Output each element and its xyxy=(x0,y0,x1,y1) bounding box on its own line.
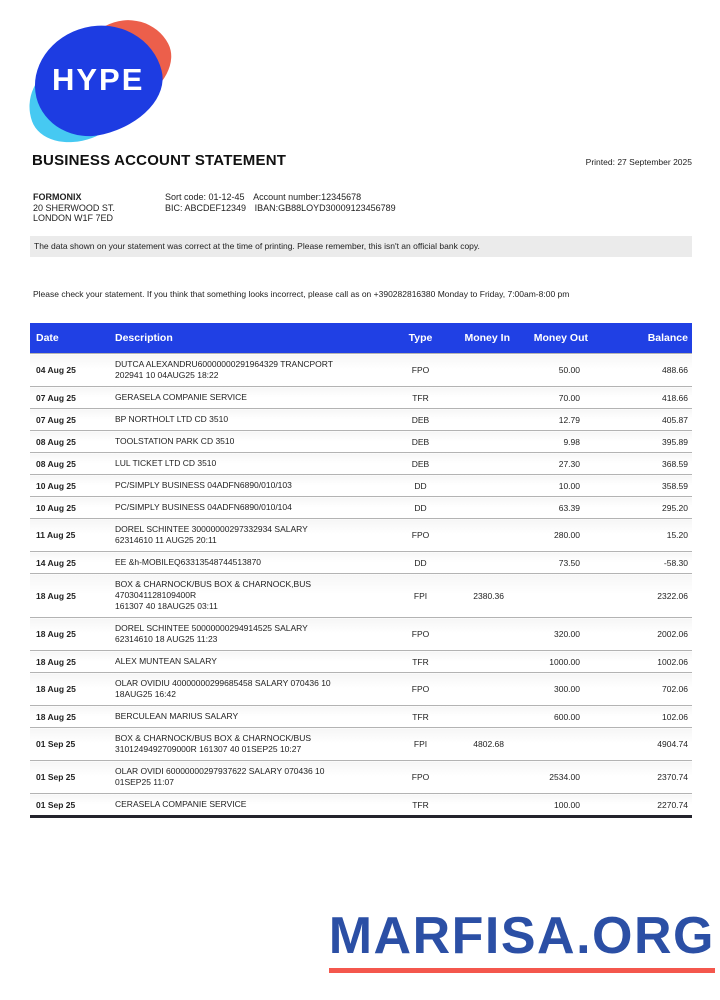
cell-money-in xyxy=(448,673,518,706)
cell-money-in xyxy=(448,354,518,387)
account-numbers-block xyxy=(165,192,396,224)
column-header-type: Type xyxy=(393,323,448,354)
cell-money-in xyxy=(448,794,518,817)
cell-money-out: 1000.00 xyxy=(518,651,596,673)
account-address-line2: LONDON W1F 7ED xyxy=(33,213,114,223)
cell-balance: 395.89 xyxy=(596,431,692,453)
cell-money-out: 100.00 xyxy=(518,794,596,817)
cell-description: LUL TICKET LTD CD 3510 xyxy=(115,453,393,475)
cell-balance: 488.66 xyxy=(596,354,692,387)
cell-type: FPO xyxy=(393,519,448,552)
cell-date: 04 Aug 25 xyxy=(30,354,115,387)
table-header xyxy=(30,323,692,354)
cell-type: TFR xyxy=(393,651,448,673)
cell-money-in xyxy=(448,431,518,453)
cell-type: DEB xyxy=(393,453,448,475)
bic-code: BIC: ABCDEF12349 xyxy=(165,202,247,213)
page-title: BUSINESS ACCOUNT STATEMENT xyxy=(32,152,287,169)
cell-money-in xyxy=(448,651,518,673)
cell-type: DEB xyxy=(393,431,448,453)
cell-date: 07 Aug 25 xyxy=(30,387,115,409)
cell-money-in xyxy=(448,409,518,431)
cell-money-in xyxy=(448,475,518,497)
account-number: Account number:12345678 xyxy=(253,192,362,202)
cell-description: OLAR OVIDI 60000000297937622 SALARY 070436 10 01SEP25 11:07 xyxy=(115,761,393,794)
table-row xyxy=(30,673,692,706)
cell-money-out: 73.50 xyxy=(518,552,596,574)
cell-description: DUTCA ALEXANDRU60000000291964329 TRANCPORT 202941 10 04AUG25 18:22 xyxy=(115,354,393,387)
cell-money-in xyxy=(448,761,518,794)
cell-money-out: 9.98 xyxy=(518,431,596,453)
cell-balance: 15.20 xyxy=(596,519,692,552)
cell-balance: 2002.06 xyxy=(596,618,692,651)
hype-bank-logo xyxy=(26,16,176,146)
contact-notice: Please check your statement. If you think that something looks incorrect, please call as on +390282816380 Monday to Friday, 7:00am-8:00 pm xyxy=(33,289,570,299)
cell-description: BERCULEAN MARIUS SALARY xyxy=(115,706,393,728)
cell-money-out: 12.79 xyxy=(518,409,596,431)
cell-money-out: 50.00 xyxy=(518,354,596,387)
cell-money-in xyxy=(448,552,518,574)
cell-date: 01 Sep 25 xyxy=(30,728,115,761)
cell-description: GERASELA COMPANIE SERVICE xyxy=(115,387,393,409)
cell-type: DD xyxy=(393,497,448,519)
cell-balance: 702.06 xyxy=(596,673,692,706)
cell-balance: 405.87 xyxy=(596,409,692,431)
cell-money-out xyxy=(518,574,596,618)
cell-money-in xyxy=(448,519,518,552)
cell-date: 18 Aug 25 xyxy=(30,651,115,673)
cell-type: FPO xyxy=(393,618,448,651)
column-header-money-in: Money In xyxy=(448,323,518,354)
table-row xyxy=(30,519,692,552)
iban-code: IBAN:GB88LOYD30009123456789 xyxy=(254,202,396,213)
account-line-1 xyxy=(165,192,396,203)
cell-balance: 1002.06 xyxy=(596,651,692,673)
table-row xyxy=(30,552,692,574)
logo-brand-text: HYPE xyxy=(51,62,145,98)
cell-money-out: 63.39 xyxy=(518,497,596,519)
cell-money-in xyxy=(448,618,518,651)
table-row xyxy=(30,475,692,497)
cell-money-out: 27.30 xyxy=(518,453,596,475)
cell-money-out: 2534.00 xyxy=(518,761,596,794)
account-info xyxy=(33,192,396,224)
cell-balance: 4904.74 xyxy=(596,728,692,761)
cell-type: TFR xyxy=(393,387,448,409)
cell-money-out: 300.00 xyxy=(518,673,596,706)
cell-money-out: 280.00 xyxy=(518,519,596,552)
column-header-date: Date xyxy=(30,323,115,354)
cell-date: 08 Aug 25 xyxy=(30,431,115,453)
cell-date: 18 Aug 25 xyxy=(30,706,115,728)
cell-type: FPI xyxy=(393,574,448,618)
cell-money-out: 600.00 xyxy=(518,706,596,728)
cell-money-out xyxy=(518,728,596,761)
table-row xyxy=(30,387,692,409)
cell-balance: 295.20 xyxy=(596,497,692,519)
cell-date: 11 Aug 25 xyxy=(30,519,115,552)
watermark-text: MARFISA.ORG xyxy=(328,907,715,965)
account-address-line1: 20 SHERWOOD ST. xyxy=(33,202,115,213)
cell-money-in xyxy=(448,706,518,728)
cell-date: 10 Aug 25 xyxy=(30,497,115,519)
table-row xyxy=(30,706,692,728)
cell-description: BOX & CHARNOCK/BUS BOX & CHARNOCK,BUS 4703041128109400R 161307 40 18AUG25 03:11 xyxy=(115,574,393,618)
column-header-balance: Balance xyxy=(596,323,692,354)
cell-type: DD xyxy=(393,475,448,497)
cell-description: PC/SIMPLY BUSINESS 04ADFN6890/010/104 xyxy=(115,497,393,519)
cell-date: 08 Aug 25 xyxy=(30,453,115,475)
cell-type: FPO xyxy=(393,673,448,706)
disclaimer-notice: The data shown on your statement was correct at the time of printing. Please remember, this isn't an official bank copy. xyxy=(30,236,692,257)
cell-type: TFR xyxy=(393,794,448,817)
table-row xyxy=(30,497,692,519)
cell-balance: -58.30 xyxy=(596,552,692,574)
cell-description: EE &h-MOBILEQ63313548744513870 xyxy=(115,552,393,574)
column-header-description: Description xyxy=(115,323,393,354)
cell-money-in xyxy=(448,453,518,475)
table-body xyxy=(30,354,692,817)
cell-balance: 102.06 xyxy=(596,706,692,728)
transactions-table xyxy=(30,323,692,818)
table-row xyxy=(30,618,692,651)
cell-description: PC/SIMPLY BUSINESS 04ADFN6890/010/103 xyxy=(115,475,393,497)
table-row xyxy=(30,574,692,618)
table-row xyxy=(30,728,692,761)
cell-description: BOX & CHARNOCK/BUS BOX & CHARNOCK/BUS 3101249492709000R 161307 40 01SEP25 10:27 xyxy=(115,728,393,761)
cell-balance: 2370.74 xyxy=(596,761,692,794)
cell-balance: 418.66 xyxy=(596,387,692,409)
cell-balance: 368.59 xyxy=(596,453,692,475)
table-row xyxy=(30,409,692,431)
cell-balance: 358.59 xyxy=(596,475,692,497)
table-row xyxy=(30,453,692,475)
account-holder-block xyxy=(33,192,165,224)
cell-money-in xyxy=(448,387,518,409)
cell-date: 01 Sep 25 xyxy=(30,761,115,794)
cell-description: OLAR OVIDIU 40000000299685458 SALARY 070436 10 18AUG25 16:42 xyxy=(115,673,393,706)
watermark-underline xyxy=(329,968,715,973)
cell-description: CERASELA COMPANIE SERVICE xyxy=(115,794,393,817)
account-line-2 xyxy=(165,203,396,214)
cell-date: 18 Aug 25 xyxy=(30,574,115,618)
cell-description: BP NORTHOLT LTD CD 3510 xyxy=(115,409,393,431)
cell-date: 14 Aug 25 xyxy=(30,552,115,574)
cell-description: DOREL SCHINTEE 30000000297332934 SALARY 62314610 11 AUG25 20:11 xyxy=(115,519,393,552)
cell-type: FPO xyxy=(393,761,448,794)
cell-date: 10 Aug 25 xyxy=(30,475,115,497)
cell-money-in: 2380.36 xyxy=(448,574,518,618)
marfisa-watermark xyxy=(329,908,715,973)
cell-description: TOOLSTATION PARK CD 3510 xyxy=(115,431,393,453)
table-row xyxy=(30,794,692,817)
table-row xyxy=(30,431,692,453)
cell-date: 18 Aug 25 xyxy=(30,673,115,706)
cell-description: ALEX MUNTEAN SALARY xyxy=(115,651,393,673)
cell-description: DOREL SCHINTEE 50000000294914525 SALARY 62314610 18 AUG25 11:23 xyxy=(115,618,393,651)
cell-money-in: 4802.68 xyxy=(448,728,518,761)
cell-type: DD xyxy=(393,552,448,574)
title-row xyxy=(32,152,692,169)
cell-date: 01 Sep 25 xyxy=(30,794,115,817)
table-row xyxy=(30,354,692,387)
cell-money-out: 320.00 xyxy=(518,618,596,651)
cell-money-out: 70.00 xyxy=(518,387,596,409)
cell-balance: 2322.06 xyxy=(596,574,692,618)
cell-type: FPO xyxy=(393,354,448,387)
cell-money-out: 10.00 xyxy=(518,475,596,497)
cell-type: FPI xyxy=(393,728,448,761)
cell-money-in xyxy=(448,497,518,519)
sort-code: Sort code: 01-12-45 xyxy=(165,192,245,202)
table-row xyxy=(30,761,692,794)
cell-balance: 2270.74 xyxy=(596,794,692,817)
account-holder-name: FORMONIX xyxy=(33,192,82,202)
printed-date: Printed: 27 September 2025 xyxy=(585,157,692,167)
table-row xyxy=(30,651,692,673)
cell-date: 07 Aug 25 xyxy=(30,409,115,431)
cell-date: 18 Aug 25 xyxy=(30,618,115,651)
cell-type: TFR xyxy=(393,706,448,728)
column-header-money-out: Money Out xyxy=(518,323,596,354)
cell-type: DEB xyxy=(393,409,448,431)
